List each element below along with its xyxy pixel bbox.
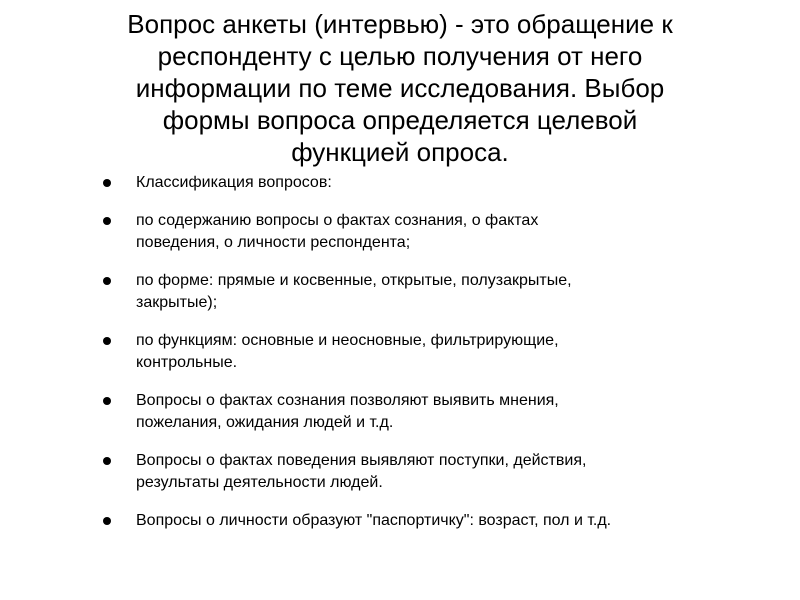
slide-title: Вопрос анкеты (интервью) - это обращение к респонденту с целью получения от него информации по теме исследования. Выбор формы вопроса определяется целевой функцией опроса. (127, 9, 673, 167)
bullet-text: по содержанию вопросы о фактах сознания, о фактах поведения, о личности респондента; (136, 212, 539, 251)
bullet-dot-icon (103, 397, 111, 405)
bullet-item (100, 210, 740, 254)
bullet-dot-icon (103, 337, 111, 345)
bullet-item (100, 510, 740, 532)
bullet-text: Классификация вопросов: (136, 174, 332, 191)
bullet-item (100, 390, 740, 434)
bullet-dot-icon (103, 217, 111, 225)
bullet-text: по функциям: основные и неосновные, фильтрирующие, контрольные. (136, 332, 559, 371)
bullet-item (100, 270, 740, 314)
bullet-list (100, 172, 740, 532)
bullet-text: Вопросы о фактах поведения выявляют поступки, действия, результаты деятельности людей. (136, 452, 587, 491)
bullet-text: по форме: прямые и косвенные, открытые, полузакрытые, закрытые); (136, 272, 572, 311)
bullet-item (100, 450, 740, 494)
bullet-dot-icon (103, 277, 111, 285)
bullet-dot-icon (103, 179, 111, 187)
bullet-text: Вопросы о личности образуют "паспортичку": возраст, пол и т.д. (136, 512, 612, 529)
bullet-text: Вопросы о фактах сознания позволяют выявить мнения, пожелания, ожидания людей и т.д. (136, 392, 559, 431)
bullet-item (100, 172, 740, 194)
bullet-dot-icon (103, 517, 111, 525)
bullet-dot-icon (103, 457, 111, 465)
bullet-item (100, 330, 740, 374)
